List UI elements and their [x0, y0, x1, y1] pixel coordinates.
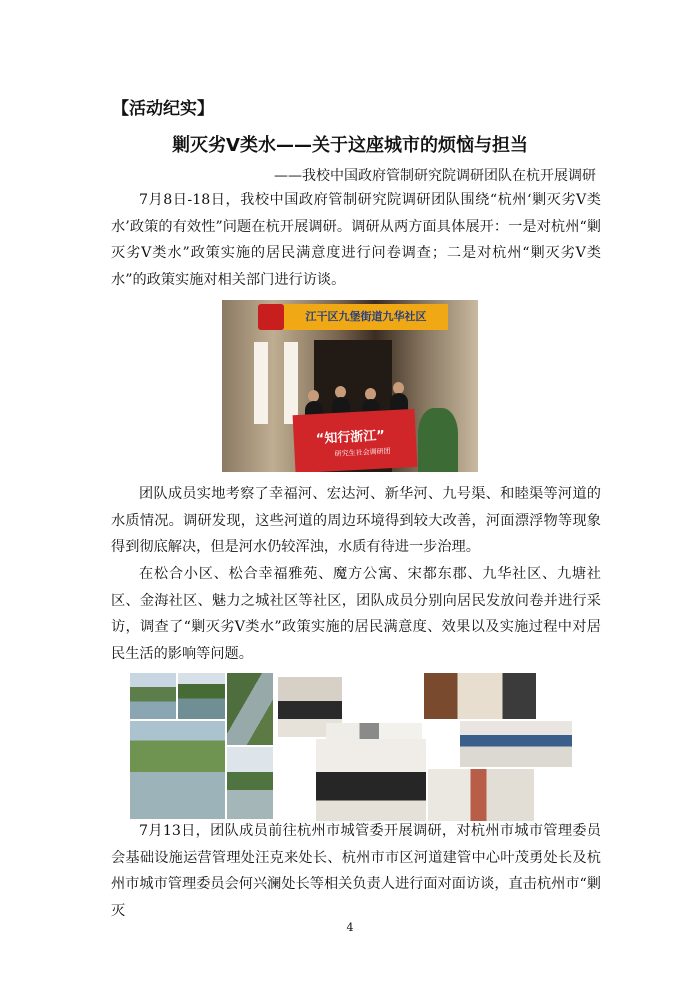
- paragraph-river-inspection: 团队成员实地考察了幸福河、宏达河、新华河、九号渠、和睦渠等河道的水质情况。调研发现，这些河道的周边环境得到较大改善，河面漂浮物等现象得到彻底解决，但是河水仍较浑浊，水质有待进一步治理。: [111, 486, 601, 555]
- photo-collage: [130, 673, 572, 821]
- banner-sub-text: 研究生社会调研团: [334, 447, 391, 459]
- river-photo: [227, 673, 273, 745]
- survey-photo: [428, 769, 534, 821]
- survey-photo: [424, 673, 536, 719]
- river-photo: [227, 747, 273, 819]
- community-seal-icon: [258, 304, 284, 330]
- river-photo: [130, 721, 225, 819]
- section-tag: 【活动纪实】: [112, 99, 214, 119]
- paragraph-intro: 7月8日-18日，我校中国政府管制研究院调研团队围绕“杭州‘剿灭劣Ⅴ类水’政策的有效性”问题在杭开展调研。调研从两方面具体展开：一是对杭州“剿灭劣Ⅴ类水”政策实施的居民满意度进行问卷调查；二是对杭州“剿灭劣Ⅴ类水”的政策实施对相关部门进行访谈。: [111, 192, 601, 288]
- river-photo: [178, 673, 225, 719]
- page-number: 4: [346, 921, 354, 934]
- river-photo: [130, 673, 176, 719]
- survey-photo: [460, 721, 572, 767]
- paragraph-community-survey: 在松合小区、松合幸福雅苑、魔方公寓、宋都东郡、九华社区、九塘社区、金海社区、魅力之城社区等社区，团队成员分别向居民发放问卷并进行采访，调查了“剿灭劣Ⅴ类水”政策实施的居民满意度、效果以及实施过程中对居民生活的影响等问题。: [111, 566, 601, 662]
- paragraph-interview: 7月13日，团队成员前往杭州市城管委开展调研，对杭州市城市管理委员会基础设施运营管理处汪克来处长、杭州市市区河道建管中心叶茂勇处长及杭州市城市管理委员会何兴澜处长等相关负责人进行面对面访谈，直击杭州市“剿灭: [111, 823, 601, 919]
- survey-photo: [316, 739, 426, 821]
- banner-main-text: “知行浙江”: [315, 428, 386, 448]
- article-subtitle: ——我校中国政府管制研究院调研团队在杭开展调研: [274, 168, 596, 184]
- community-sign: 江干区九堡街道九华社区: [284, 304, 448, 330]
- article-title: 剿灭劣Ⅴ类水——关于这座城市的烦恼与担当: [172, 135, 528, 156]
- team-banner: [293, 409, 418, 472]
- team-photo: [222, 300, 478, 472]
